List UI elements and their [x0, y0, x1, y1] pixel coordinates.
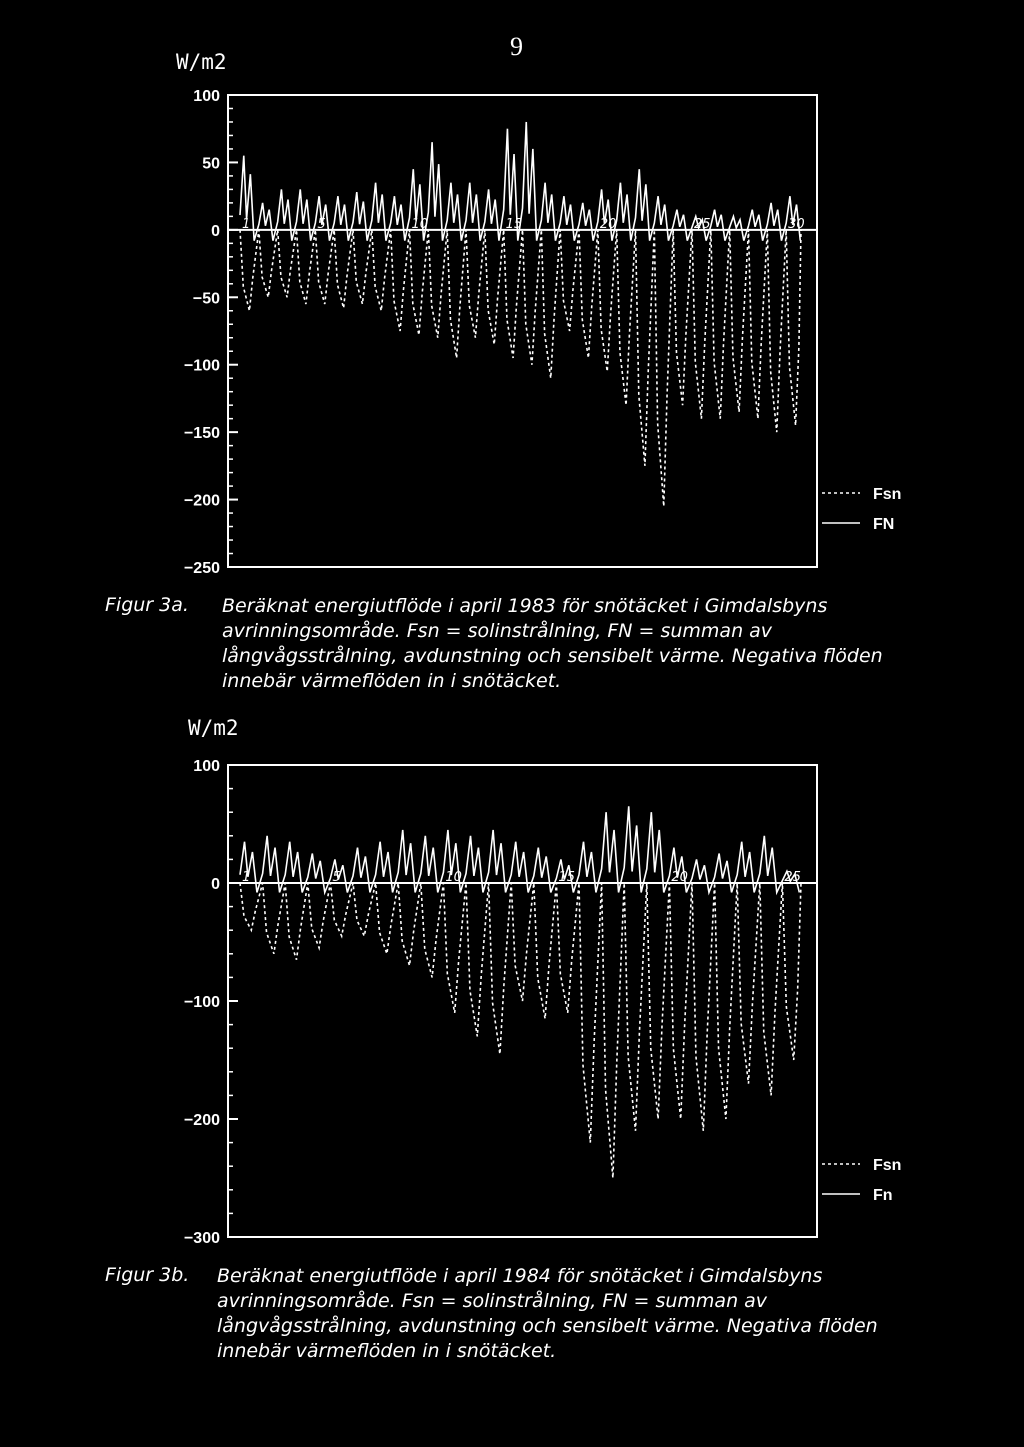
chart-a-ytick-label: 0 [211, 222, 220, 240]
chart-b-day-label: 20 [671, 870, 688, 885]
page-number: 9 [510, 32, 523, 61]
chart-a-day-label: 25 [694, 216, 711, 232]
chart-b-unit-label: W/m2 [188, 716, 239, 740]
chart-b-day-label: 10 [445, 870, 462, 885]
chart-a-ytick-label: −150 [183, 425, 220, 443]
chart-a-ytick-label: −100 [183, 357, 220, 375]
chart-b-ytick-label: −300 [183, 1230, 220, 1247]
chart-a-ytick-label: 100 [193, 88, 220, 105]
chart-a-series-fsn [240, 230, 801, 506]
chart-a-day-label: 5 [317, 216, 326, 232]
chart-a-day-label: 10 [411, 216, 429, 232]
chart-b-series-fn [240, 806, 799, 892]
chart-b-legend-fn: Fn [873, 1187, 893, 1204]
chart-b-ytick-label: 0 [211, 876, 220, 893]
chart-b-day-label: 15 [558, 870, 575, 885]
chart-a-day-label: 15 [505, 216, 523, 232]
chart-b-ytick-label: −200 [183, 1112, 220, 1129]
figure-3b-label: Figur 3b. [105, 1264, 190, 1286]
chart-b-series-fsn [240, 883, 801, 1178]
figure-3a-label: Figur 3a. [105, 594, 189, 616]
chart-a-legend-fn: FN [873, 516, 895, 533]
chart-b-legend-fsn: Fsn [873, 1157, 902, 1174]
chart-b-ytick-label: −100 [183, 994, 220, 1011]
chart-a-day-label: 30 [788, 216, 805, 232]
chart-b-day-label: 1 [242, 870, 251, 885]
figure-3a-caption: Beräknat energiutflöde i april 1983 för snötäcket i Gimdalsbyns avrinningsområde. Fsn = solinstrålning, FN = summan av långvågsstrålning, avdunstning och sensibelt värme. Negativa flöden innebär värmeflöden in i snötäcket. [222, 595, 883, 692]
chart-b-day-label: 5 [332, 870, 341, 885]
chart-b-day-label: 25 [784, 870, 801, 885]
chart-a-legend-fsn: Fsn [873, 486, 902, 503]
chart-a-day-label: 20 [599, 216, 617, 232]
chart-b-ytick-label: 100 [193, 758, 220, 775]
chart-a-ytick-label: −200 [183, 492, 220, 510]
chart-a-ytick-label: −250 [183, 560, 220, 577]
chart-a-ytick-label: 50 [202, 155, 220, 173]
chart-a-day-label: 1 [242, 216, 251, 232]
chart-a-frame [228, 95, 817, 567]
figure-3b-caption: Beräknat energiutflöde i april 1984 för snötäcket i Gimdalsbyns avrinningsområde. Fsn = solinstrålning, FN = summan av långvågsstrålning, avdunstning och sensibelt värme. Negativa flöden innebär värmeflöden in i snötäcket. [217, 1265, 878, 1362]
chart-a-ytick-label: −50 [192, 290, 220, 308]
chart-a-unit-label: W/m2 [176, 50, 227, 74]
